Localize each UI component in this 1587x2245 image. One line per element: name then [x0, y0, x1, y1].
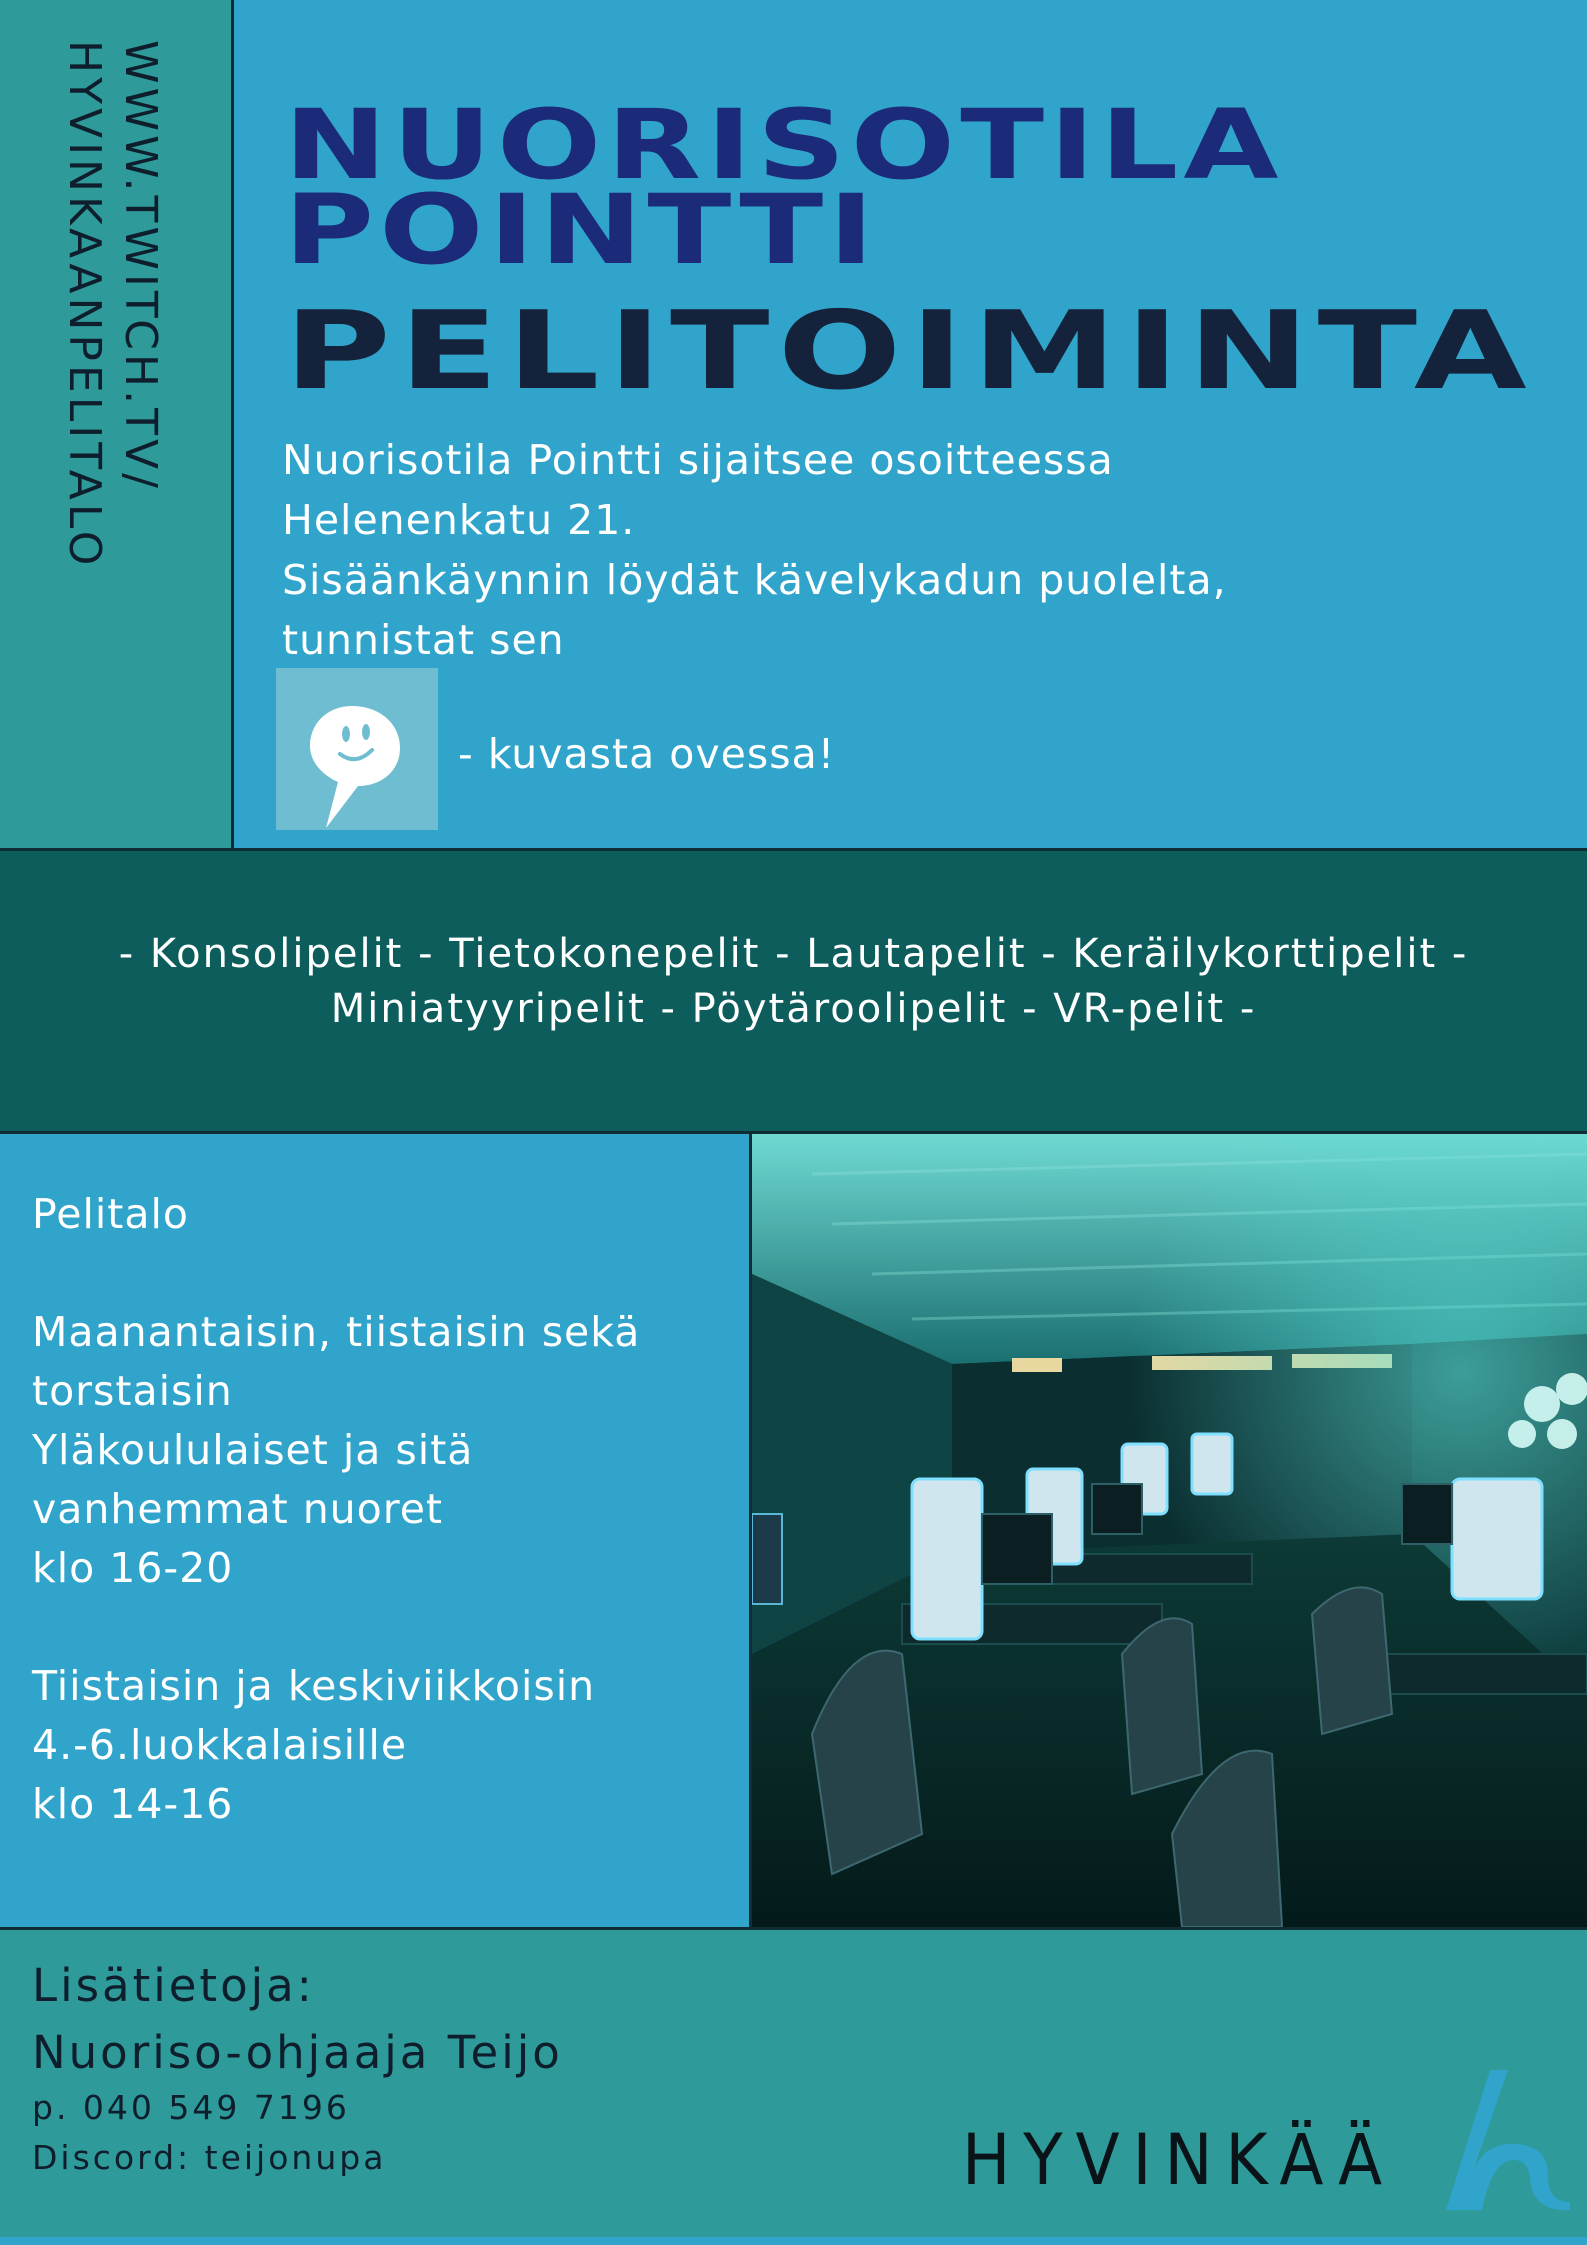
intro-line: Helenenkatu 21.: [282, 496, 636, 544]
gaming-room-photo: [752, 1134, 1587, 1927]
contact-title: Lisätietoja:: [32, 1959, 315, 2012]
schedule-line: Tiistaisin ja keskiviikkoisin: [32, 1662, 596, 1710]
intro-line: Nuorisotila Pointti sijaitsee osoitteessa: [282, 436, 1114, 484]
schedule-line: klo 14-16: [32, 1780, 234, 1828]
schedule-line: [32, 1244, 640, 1303]
hyvinkaa-wordmark: HYVINKÄÄ: [962, 2119, 1396, 2201]
contact-discord[interactable]: Discord: teijonupa: [32, 2138, 387, 2177]
contact-phone[interactable]: p. 040 549 7196: [32, 2088, 350, 2127]
page-title: PELITOIMINTA: [284, 289, 1535, 414]
speech-balloon-face-icon: [276, 668, 438, 830]
schedule-line: vanhemmat nuoret: [32, 1485, 444, 1533]
schedule-line: Maanantaisin, tiistaisin sekä: [32, 1308, 641, 1356]
twitch-url-line1: WWW.TWITCH.TV/: [115, 40, 166, 492]
schedule-line: klo 16-20: [32, 1544, 234, 1592]
schedule-line: 4.-6.luokkalaisille: [32, 1721, 408, 1769]
contact-name: Nuoriso-ohjaaja Teijo: [32, 2026, 563, 2079]
schedule-line: Yläkoululaiset ja sitä: [32, 1426, 474, 1474]
twitch-url[interactable]: [56, 40, 168, 569]
intro-line: Sisäänkäynnin löydät kävelykadun puolelta,: [282, 556, 1227, 604]
games-list-line-2: Miniatyyripelit - Pöytäroolipelit - VR-pelit -: [330, 986, 1257, 1032]
intro-line: tunnistat sen: [282, 616, 565, 664]
hyvinkaa-h-logo-icon: [1420, 2070, 1570, 2210]
schedule-line: [32, 1598, 640, 1657]
side-panel: [0, 0, 234, 848]
intro-text: [282, 430, 1542, 670]
games-list-line-1: - Konsolipelit - Tietokonepelit - Lautapelit - Keräilykorttipelit -: [118, 931, 1469, 977]
title-line-1: NUORISOTILA: [284, 89, 1284, 201]
schedule-line: torstaisin: [32, 1367, 233, 1415]
schedule-text: [32, 1185, 640, 1834]
twitch-url-line2: HYVINKAANPELITALO: [59, 40, 110, 570]
schedule-line: Pelitalo: [32, 1190, 189, 1238]
door-text: - kuvasta ovessa!: [458, 730, 836, 778]
title-line-2: POINTTI: [284, 174, 880, 286]
bottom-strip: [0, 2237, 1587, 2245]
